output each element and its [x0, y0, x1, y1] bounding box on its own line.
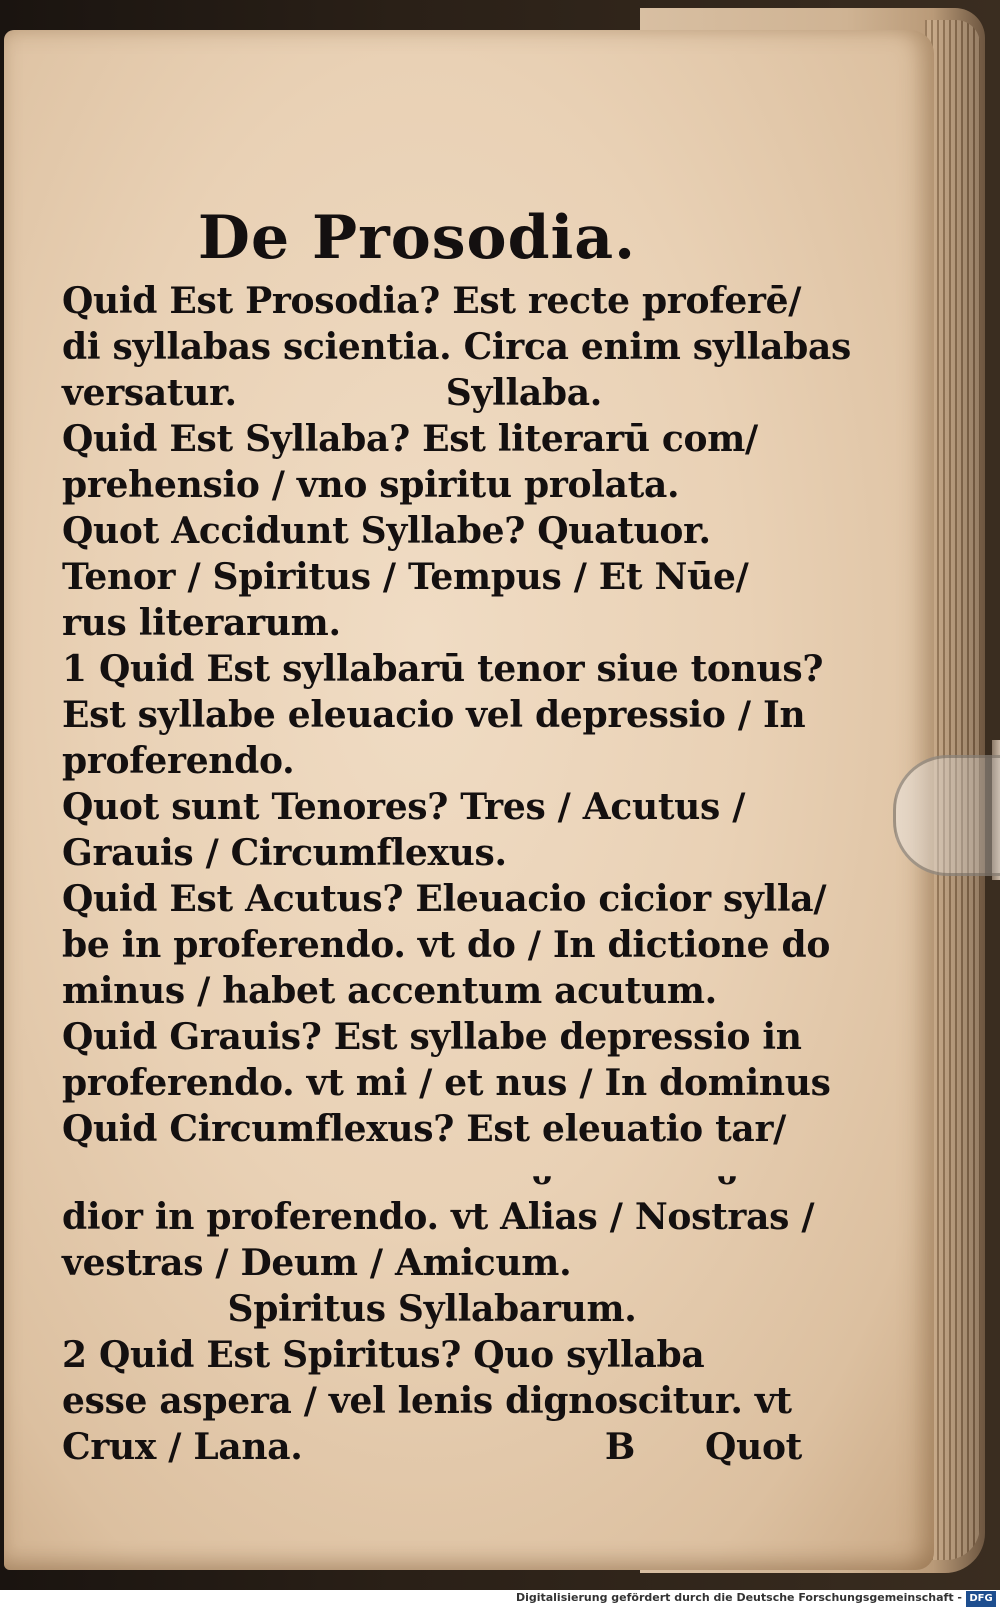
text-fragment: versatur. [62, 372, 237, 414]
text-line: Quid Circumflexus? Est eleuatio tar/ [62, 1108, 786, 1150]
catchword: Quot [705, 1426, 802, 1468]
text-line: Tenor / Spiritus / Tempus / Et Nūe/ [62, 556, 749, 598]
signature-mark: B [604, 1426, 636, 1468]
text-line: Quid Est Prosodia? Est recte proferē/ [62, 280, 802, 322]
breve-mark: ᴗ [532, 1157, 553, 1192]
text-line: be in proferendo. vt do / In dictione do [62, 924, 831, 966]
text-line: rus literarum. [62, 602, 341, 644]
breve-mark: ᴗ [717, 1157, 738, 1192]
page-foot-marks [605, 1424, 802, 1470]
page-text [62, 198, 851, 1470]
text-line: prehensio / vno spiritu prolata. [62, 464, 680, 506]
text-line: Quid Est Syllaba? Est literarū com/ [62, 418, 758, 460]
text-line: proferendo. vt mi / et nus / In dominus [62, 1062, 831, 1104]
text-line: minus / habet accentum acutum. [62, 970, 717, 1012]
text-line: Quid Est Acutus? Eleuacio cicior sylla/ [62, 878, 827, 920]
text-line: Quot sunt Tenores? Tres / Acutus / [62, 786, 746, 828]
page-clip [893, 755, 1000, 876]
section-title-syllaba: Syllaba. [445, 372, 602, 414]
text-line: proferendo. [62, 740, 295, 782]
text-line: Quot Accidunt Syllabe? Quatuor. [62, 510, 711, 552]
text-line: Grauis / Circumflexus. [62, 832, 507, 874]
text-line: Quid Grauis? Est syllabe depressio in [62, 1016, 802, 1058]
accent-marks-row [62, 1152, 802, 1194]
text-line: 2 Quid Est Spiritus? Quo syllaba [62, 1334, 705, 1376]
page-heading: De Prosodia. [197, 203, 637, 273]
text-line [62, 370, 802, 416]
text-line: esse aspera / vel lenis dignoscitur. vt [62, 1380, 792, 1422]
section-subheading: Spiritus Syllabarum. [227, 1288, 637, 1330]
text-line: di syllabas scientia. Circa enim syllabas [62, 326, 851, 368]
text-line: Est syllabe eleuacio vel depressio / In [62, 694, 806, 736]
text-line: dior in proferendo. vt Alias / Nostras / [62, 1196, 815, 1238]
dfg-logo: DFG [966, 1591, 996, 1607]
text-fragment: Crux / Lana. [62, 1426, 303, 1468]
text-line [62, 1424, 802, 1470]
text-line: vestras / Deum / Amicum. [62, 1242, 572, 1284]
footer-credit: Digitalisierung gefördert durch die Deutsche Forschungsgemeinschaft - [515, 1591, 962, 1604]
text-line: 1 Quid Est syllabarū tenor siue tonus? [62, 648, 824, 690]
